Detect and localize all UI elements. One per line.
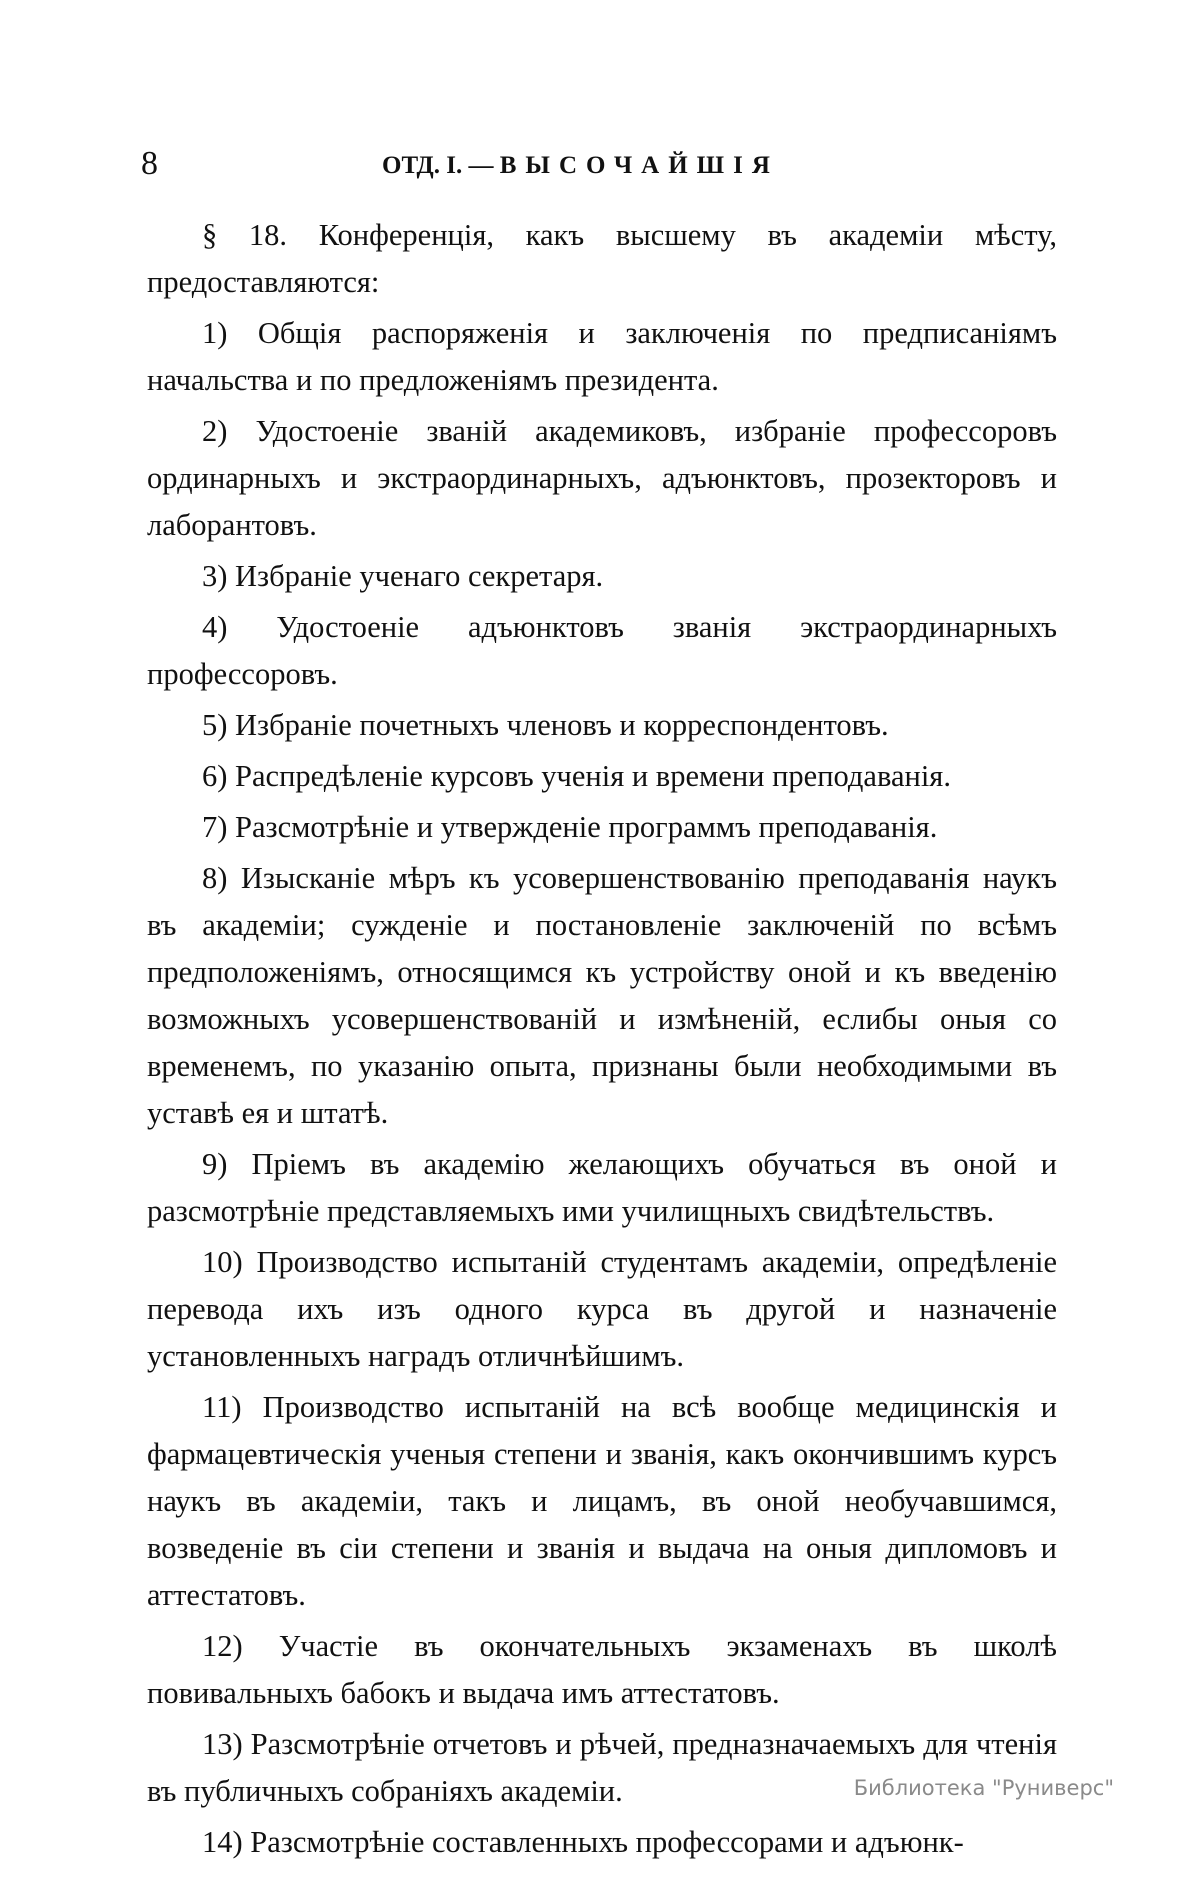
paragraph-item-12: 12) Участіе въ окончательныхъ экзаменахъ въ школѣ повивальныхъ бабокъ и выдача имъ аттестатовъ.	[147, 1629, 1057, 1710]
paragraph-item-9: 9) Пріемъ въ академію желающихъ обучаться въ оной и разсмотрѣніе представляемыхъ ими училищныхъ свидѣтельствъ.	[147, 1147, 1057, 1228]
paragraph-18-intro: § 18. Конференція, какъ высшему въ академіи мѣсту, предоставляются:	[147, 218, 1057, 299]
library-watermark: Библиотека "Руниверс"	[853, 1776, 1114, 1800]
paragraph-item-13: 13) Разсмотрѣніе отчетовъ и рѣчей, предназначаемыхъ для чтенія въ публичныхъ собраніяхъ академіи.	[147, 1727, 1057, 1808]
paragraph-item-5: 5) Избраніе почетныхъ членовъ и корреспондентовъ.	[202, 708, 889, 742]
paragraph-item-14: 14) Разсмотрѣніе составленныхъ профессорами и адъюнк-	[202, 1825, 964, 1859]
paragraph-item-7: 7) Разсмотрѣніе и утвержденіе программъ преподаванія.	[202, 810, 938, 844]
paragraph-item-3: 3) Избраніе ученаго секретаря.	[202, 559, 604, 593]
paragraph-item-6: 6) Распредѣленіе курсовъ ученія и времени преподаванія.	[202, 759, 951, 793]
page-number: 8	[141, 145, 158, 182]
running-header	[382, 150, 779, 182]
paragraph-item-2: 2) Удостоеніе званій академиковъ, избраніе профессоровъ ординарныхъ и экстраординарныхъ, адъюнктовъ, прозекторовъ и лаборантовъ.	[147, 414, 1057, 542]
paragraph-item-1: 1) Общія распоряженія и заключенія по предписаніямъ начальства и по предложеніямъ президента.	[147, 316, 1057, 397]
paragraph-item-11: 11) Производство испытаній на всѣ вообще медицинскія и фармацевтическія ученыя степени и званія, какъ окончившимъ курсъ наукъ въ академіи, такъ и лицамъ, въ оной необучавшимся, возведеніе въ сіи степени и званія и выдача на оныя дипломовъ и аттестатовъ.	[147, 1390, 1057, 1612]
paragraph-item-4: 4) Удостоеніе адъюнктовъ званія экстраординарныхъ профессоровъ.	[147, 610, 1057, 691]
body-text	[147, 212, 1057, 1870]
header-section: ОТД. I. —	[382, 152, 494, 179]
paragraph-item-10: 10) Производство испытаній студентамъ академіи, опредѣленіе перевода ихъ изъ одного курса въ другой и назначеніе установленныхъ наградъ отличнѣйшимъ.	[147, 1245, 1057, 1373]
header-title: ВЫСОЧАЙШІЯ	[499, 152, 779, 179]
paragraph-item-8: 8) Изысканіе мѣръ къ усовершенствованію преподаванія наукъ въ академіи; сужденіе и постановленіе заключеній по всѣмъ предположеніямъ, относящимся къ устройству оной и къ введенію возможныхъ усовершенствованій и измѣненій, еслибы оныя со временемъ, по указанію опыта, признаны были необходимыми въ уставѣ ея и штатѣ.	[147, 861, 1057, 1130]
